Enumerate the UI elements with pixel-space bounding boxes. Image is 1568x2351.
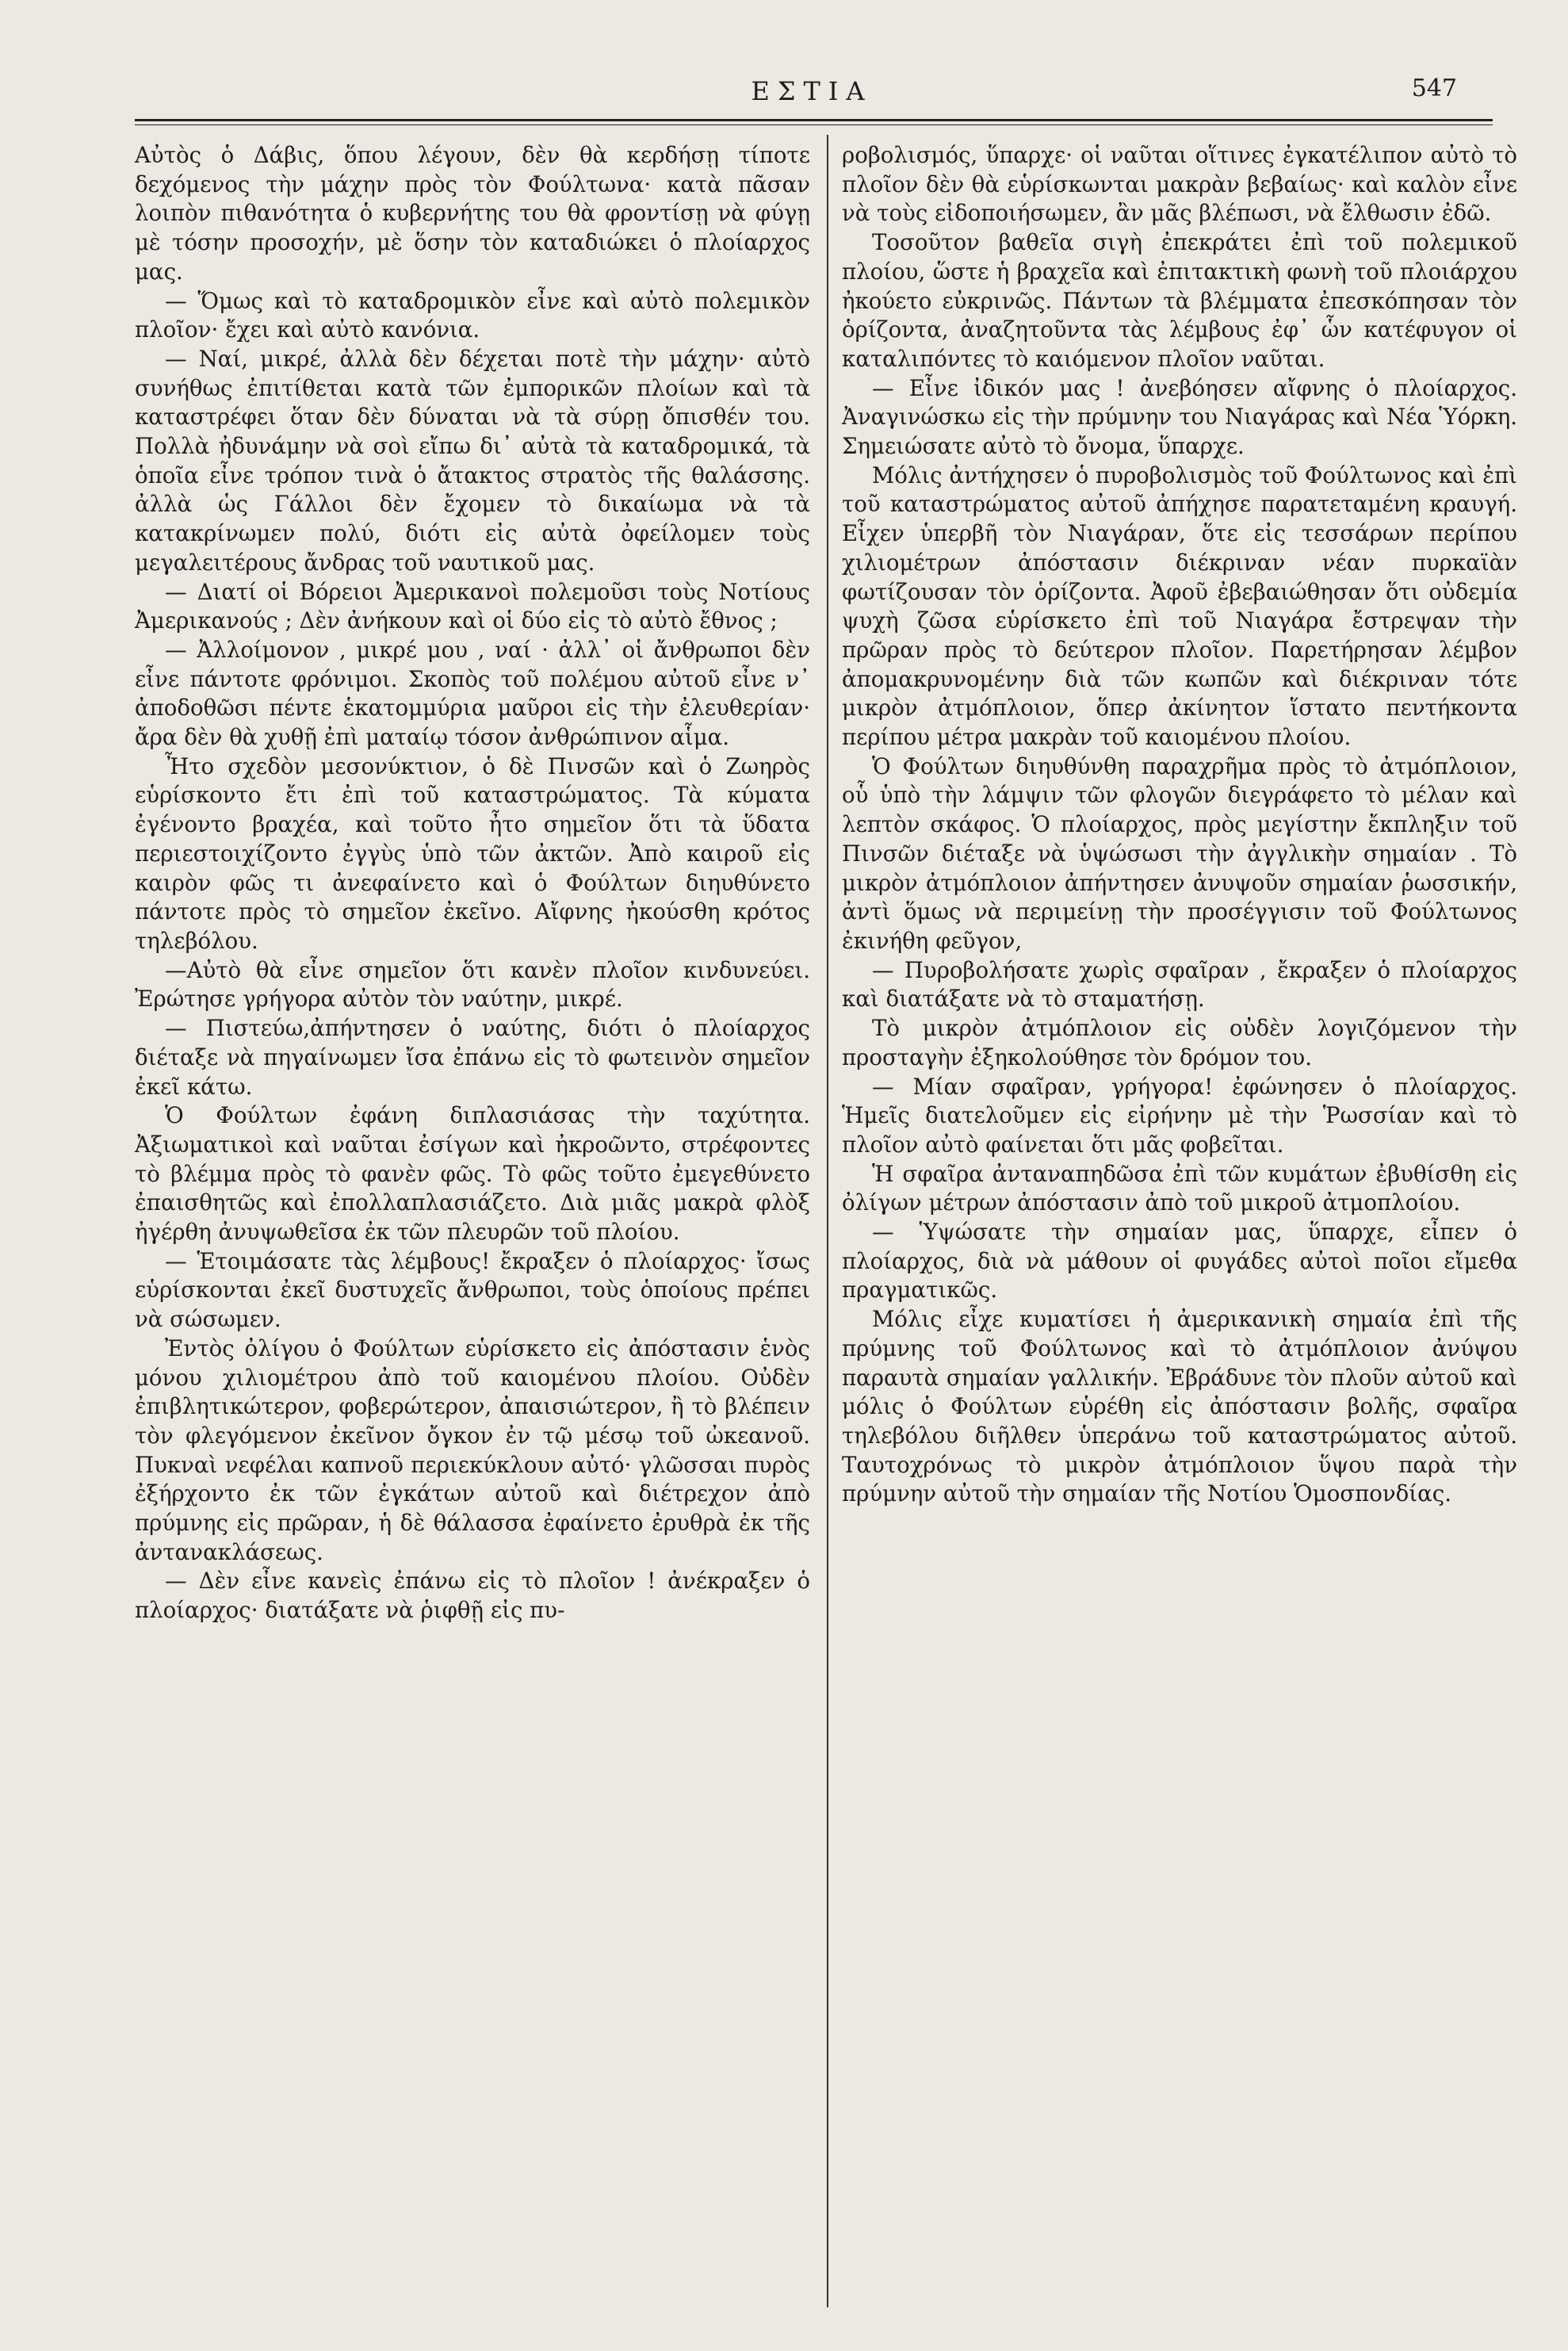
paragraph: Ἐντὸς ὀλίγου ὁ Φούλτων εὑρίσκετο εἰς ἀπόστασιν ἑνὸς μόνου χιλιομέτρου ἀπὸ τοῦ καιομένου πλοίου. Οὐδὲν ἐπιβλητικώτερον, φοβερώτερον, ἀπαισιώτερον, ἢ τὸ βλέπειν τὸν φλεγόμενον ἐκεῖνον ὄγκον ἐν τῷ μέσῳ τοῦ ὠκεανοῦ. Πυκναὶ νεφέλαι καπνοῦ περιεκύκλουν αὐτό· γλῶσσαι πυρὸς ἐξήρχοντο ἐκ τῶν ἐγκάτων αὐτοῦ καὶ διέτρεχον ἀπὸ πρύμνης εἰς πρῶραν, ἡ δὲ θάλασσα ἐφαίνετο ἐρυθρὰ ἐκ τῆς ἀντανακλάσεως. [135, 1334, 810, 1565]
paragraph: — Πυροβολήσατε χωρὶς σφαῖραν , ἔκραξεν ὁ πλοίαρχος καὶ διατάξατε νὰ τὸ σταματήσῃ. [842, 956, 1517, 1013]
running-head [135, 70, 1489, 109]
paragraph: Ὁ Φούλτων ἐφάνη διπλασιάσας τὴν ταχύτητα. Ἀξιωματικοὶ καὶ ναῦται ἐσίγων καὶ ἠκροῶντο, στρέφοντες τὸ βλέμμα πρὸς τὸ φανὲν φῶς. Τὸ φῶς τοῦτο ἐμεγεθύνετο ἐπαισθητῶς καὶ ἐπολλαπλασιάζετο. Διὰ μιᾶς μακρὰ φλὸξ ἠγέρθη ἀνυψωθεῖσα ἐκ τῶν πλευρῶν τοῦ πλοίου. [135, 1102, 810, 1246]
header-rule [135, 119, 1493, 125]
paragraph: — Ἀλλοίμονον , μικρέ μου , ναί · ἀλλ᾿ οἱ ἄνθρωποι δὲν εἶνε πάντοτε φρόνιμοι. Σκοπὸς τοῦ πολέμου αὐτοῦ εἶνε ν᾿ ἀποδοθῶσι πέντε ἑκατομμύρια μαῦροι εἰς τὴν ἐλευθερίαν· ἄρα δὲν θὰ χυθῇ ἐπὶ ματαίῳ τόσον ἀνθρώπινον αἷμα. [135, 636, 810, 751]
paragraph: Τοσοῦτον βαθεῖα σιγὴ ἐπεκράτει ἐπὶ τοῦ πολεμικοῦ πλοίου, ὥστε ἡ βραχεῖα καὶ ἐπιτακτικὴ φωνὴ τοῦ πλοιάρχου ἠκούετο εὐκρινῶς. Πάντων τὰ βλέμματα ἐπεσκόπησαν τὸν ὁρίζοντα, ἀναζητοῦντα τὰς λέμβους ἐφ᾿ ὧν κατέφυγον οἱ καταλιπόντες τὸ καιόμενον πλοῖον ναῦται. [842, 229, 1517, 372]
paragraph: Ἦτο σχεδὸν μεσονύκτιον, ὁ δὲ Πινσῶν καὶ ὁ Ζωηρὸς εὑρίσκοντο ἔτι ἐπὶ τοῦ καταστρώματος. Τὰ κύματα ἐγένοντο βραχέα, καὶ τοῦτο ἦτο σημεῖον ὅτι τὰ ὕδατα περιεστοιχίζοντο ἐγγὺς ὑπὸ τῶν ἀκτῶν. Ἀπὸ καιροῦ εἰς καιρὸν φῶς τι ἀνεφαίνετο καὶ ὁ Φούλτων διηυθύνετο πάντοτε πρὸς τὸ σημεῖον ἐκεῖνο. Αἴφνης ἠκούσθη κρότος τηλεβόλου. [135, 752, 810, 954]
paragraph: —Αὐτὸ θὰ εἶνε σημεῖον ὅτι κανὲν πλοῖον κινδυνεύει. Ἐρώτησε γρήγορα αὐτὸν τὸν ναύτην, μικρέ. [135, 956, 810, 1013]
paragraph: — Ὑψώσατε τὴν σημαίαν μας, ὕπαρχε, εἶπεν ὁ πλοίαρχος, διὰ νὰ μάθουν οἱ φυγάδες αὐτοὶ ποῖοι εἴμεθα πραγματικῶς. [842, 1219, 1517, 1304]
paragraph: Ἡ σφαῖρα ἀνταναπηδῶσα ἐπὶ τῶν κυμάτων ἐβυθίσθη εἰς ὀλίγων μέτρων ἀπόστασιν ἀπὸ τοῦ μικροῦ ἀτμοπλοίου. [842, 1160, 1517, 1216]
paragraph: — Ἑτοιμάσατε τὰς λέμβους! ἔκραξεν ὁ πλοίαρχος· ἴσως εὑρίσκονται ἐκεῖ δυστυχεῖς ἄνθρωποι, τοὺς ὁποίους πρέπει νὰ σώσωμεν. [135, 1247, 810, 1333]
column-divider [827, 135, 828, 2307]
left-column [135, 141, 810, 1625]
paragraph: ροβολισμός, ὕπαρχε· οἱ ναῦται οἵτινες ἐγκατέλιπον αὐτὸ τὸ πλοῖον δὲν θὰ εὑρίσκωνται μακρὰν βεβαίως· καὶ καλὸν εἶνε νὰ τοὺς εἰδοποιήσωμεν, ἂν μᾶς βλέπωσι, νὰ ἔλθωσιν ἐδῶ. [842, 142, 1517, 227]
paragraph: — Εἶνε ἰδικόν μας ! ἀνεβόησεν αἴφνης ὁ πλοίαρχος. Ἀναγινώσκω εἰς τὴν πρύμνην του Νιαγάρας καὶ Νέα Ὑόρκη. Σημειώσατε αὐτὸ τὸ ὄνομα, ὕπαρχε. [842, 374, 1517, 460]
paragraph: Ὁ Φούλτων διηυθύνθη παραχρῆμα πρὸς τὸ ἀτμόπλοιον, οὗ ὑπὸ τὴν λάμψιν τῶν φλογῶν διεγράφετο τὸ μέλαν καὶ λεπτὸν σκάφος. Ὁ πλοίαρχος, πρὸς μεγίστην ἔκπληξιν τοῦ Πινσῶν διέταξε νὰ ὑψώσωσι τὴν ἀγγλικὴν σημαίαν . Τὸ μικρὸν ἀτμόπλοιον ἀπήντησεν ἀνυψοῦν σημαίαν ῥωσσικήν, ἀντὶ ὅμως νὰ περιμείνῃ τὴν προσέγγισιν τοῦ Φούλτωνος ἐκινήθη φεῦγον, [842, 752, 1517, 954]
paragraph: — Ὅμως καὶ τὸ καταδρομικὸν εἶνε καὶ αὐτὸ πολεμικὸν πλοῖον· ἔχει καὶ αὐτὸ κανόνια. [135, 287, 810, 343]
paragraph: — Διατί οἱ Βόρειοι Ἀμερικανοὶ πολεμοῦσι τοὺς Νοτίους Ἀμερικανούς ; Δὲν ἀνήκουν καὶ οἱ δύο εἰς τὸ αὐτὸ ἔθνος ; [135, 578, 810, 634]
paragraph: — Μίαν σφαῖραν, γρήγορα! ἐφώνησεν ὁ πλοίαρχος. Ἡμεῖς διατελοῦμεν εἰς εἰρήνην μὲ τὴν Ῥωσσίαν καὶ τὸ πλοῖον αὐτὸ φαίνεται ὅτι μᾶς φοβεῖται. [842, 1073, 1517, 1158]
paragraph: Τὸ μικρὸν ἀτμόπλοιον εἰς οὐδὲν λογιζόμενον τὴν προσταγὴν ἐξηκολούθησε τὸν δρόμον του. [842, 1015, 1517, 1070]
paragraph: — Ναί, μικρέ, ἀλλὰ δὲν δέχεται ποτὲ τὴν μάχην· αὐτὸ συνήθως ἐπιτίθεται κατὰ τῶν ἐμπορικῶν πλοίων καὶ τὰ καταστρέφει ὅταν δὲν δύναται νὰ τὰ σύρῃ ὄπισθέν του. Πολλὰ ἠδυνάμην νὰ σοὶ εἴπω δι᾿ αὐτὰ τὰ καταδρομικά, τὰ ὁποῖα εἶνε τρόπον τινὰ ὁ ἄτακτος στρατὸς τῆς θαλάσσης. ἀλλὰ ὡς Γάλλοι δὲν ἔχομεν τὸ δικαίωμα νὰ τὰ κατακρίνωμεν πολύ, διότι εἰς αὐτὰ ὀφείλομεν τοὺς μεγαλειτέρους ἄνδρας τοῦ ναυτικοῦ μας. [135, 345, 810, 576]
paragraph: Μόλις εἶχε κυματίσει ἡ ἀμερικανικὴ σημαία ἐπὶ τῆς πρύμνης τοῦ Φούλτωνος καὶ τὸ ἀτμόπλοιον ἀνύψου παραυτὰ σημαίαν γαλλικήν. Ἐβράδυνε τὸν πλοῦν αὐτοῦ καὶ μόλις ὁ Φούλτων εὑρέθη εἰς ἀπόστασιν βολῆς, σφαῖρα τηλεβόλου διῆλθεν ὑπεράνω τοῦ καταστρώματος αὐτοῦ. Ταυτοχρόνως τὸ μικρὸν ἀτμόπλοιον ὕψου παρὰ τὴν πρύμνην αὐτοῦ τὴν σημαίαν τῆς Νοτίου Ὁμοσπονδίας. [842, 1306, 1517, 1507]
paragraph: Αὐτὸς ὁ Δάβις, ὅπου λέγουν, δὲν θὰ κερδήσῃ τίποτε δεχόμενος τὴν μάχην πρὸς τὸν Φούλτωνα· κατὰ πᾶσαν λοιπὸν πιθανότητα ὁ κυβερνήτης του θὰ φροντίσῃ νὰ φύγῃ μὲ τόσην προσοχήν, μὲ ὅσην τὸν καταδιώκει ὁ πλοίαρχος μας. [135, 142, 810, 285]
right-column [842, 141, 1517, 1509]
paragraph: Μόλις ἀντήχησεν ὁ πυροβολισμὸς τοῦ Φούλτωνος καὶ ἐπὶ τοῦ καταστρώματος αὐτοῦ ἀπήχησε παρατεταμένη κραυγή. Εἶχεν ὑπερβῆ τὸν Νιαγάραν, ὅτε εἰς τεσσάρων περίπου χιλιομέτρων ἀπόστασιν διέκριναν νέαν πυρκαϊὰν φωτίζουσαν τὸν ὁρίζοντα. Ἀφοῦ ἐβεβαιώθησαν ὅτι οὐδεμία ψυχὴ ζῶσα εὑρίσκετο ἐπὶ τοῦ Νιαγάρα ἔστρεψαν τὴν πρῶραν πρὸς τὸ δεύτερον πλοῖον. Παρετήρησαν λέμβον ἀπομακρυνομένην διὰ τῶν κωπῶν καὶ διέκριναν τότε μικρὸν ἀτμόπλοιον, ὅπερ ἀκίνητον ἵστατο πεντήκοντα περίπου μέτρα μακρὰν τοῦ καιομένου πλοίου. [842, 461, 1517, 751]
paragraph: — Δὲν εἶνε κανεὶς ἐπάνω εἰς τὸ πλοῖον ! ἀνέκραξεν ὁ πλοίαρχος· διατάξατε νὰ ῥιφθῇ εἰς πυ- [135, 1568, 810, 1624]
publication-title: ΕΣΤΙΑ [751, 76, 873, 106]
page-number: 547 [1411, 75, 1457, 102]
paragraph: — Πιστεύω,ἀπήντησεν ὁ ναύτης, διότι ὁ πλοίαρχος διέταξε νὰ πηγαίνωμεν ἴσα ἐπάνω εἰς τὸ φωτεινὸν σημεῖον ἐκεῖ κάτω. [135, 1015, 810, 1100]
